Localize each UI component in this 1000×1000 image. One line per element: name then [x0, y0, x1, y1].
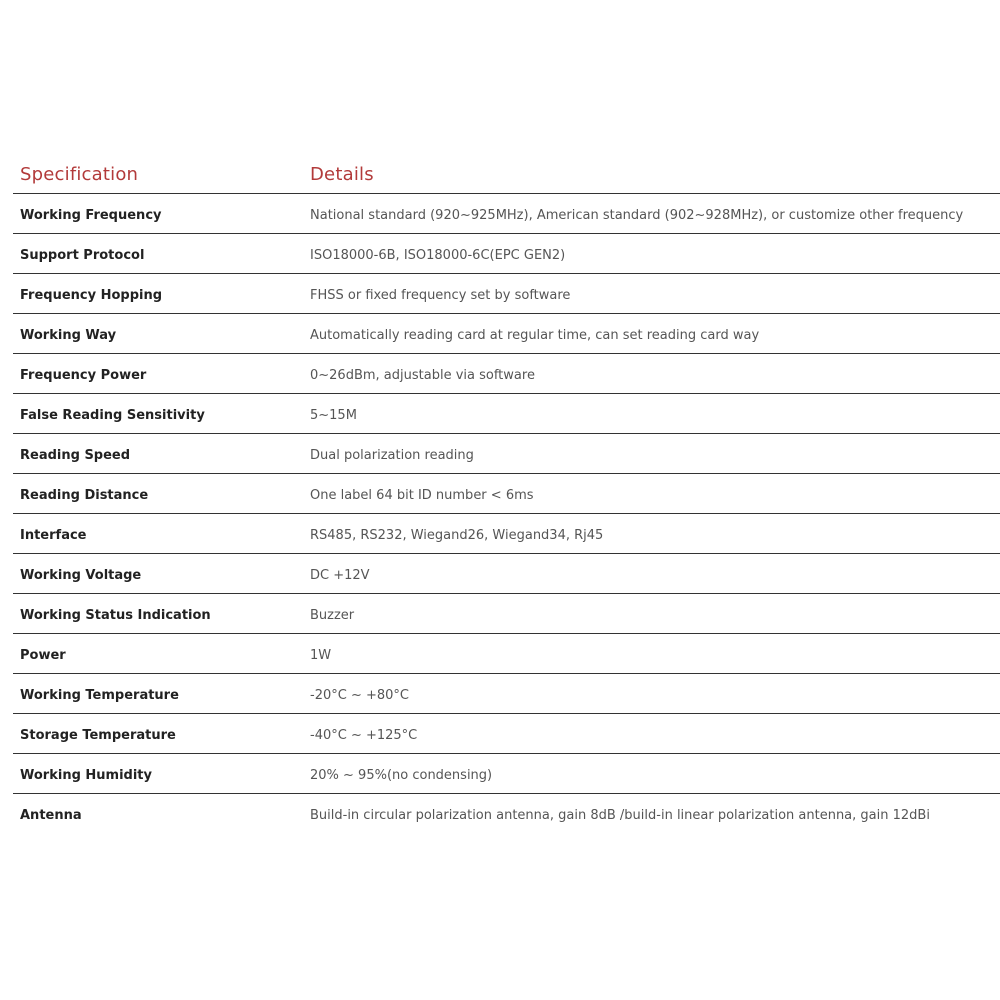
spec-value: 20% ~ 95%(no condensing) — [310, 768, 493, 783]
spec-label: False Reading Sensitivity — [20, 408, 205, 423]
spec-value: DC +12V — [310, 568, 370, 583]
header-spec-label: Specification — [20, 163, 139, 185]
header-details-label: Details — [310, 163, 374, 185]
spec-value: Automatically reading card at regular time, can set reading card way — [310, 328, 760, 343]
spec-value: Build-in circular polarization antenna, gain 8dB /build-in linear polarization antenna, gain 12dBi — [310, 808, 930, 823]
table-row — [13, 754, 1000, 794]
table-row — [13, 234, 1000, 274]
spec-value: RS485, RS232, Wiegand26, Wiegand34, Rj45 — [310, 528, 604, 543]
spec-value: Buzzer — [310, 608, 355, 623]
table-row — [13, 594, 1000, 634]
spec-label: Working Way — [20, 328, 117, 343]
table-row — [13, 394, 1000, 434]
table-row — [13, 634, 1000, 674]
table-row — [13, 674, 1000, 714]
spec-value: ISO18000-6B, ISO18000-6C(EPC GEN2) — [310, 248, 566, 263]
spec-value: -40°C ~ +125°C — [310, 728, 418, 743]
spec-value: FHSS or fixed frequency set by software — [310, 288, 571, 303]
spec-value: 1W — [310, 648, 332, 663]
table-header — [13, 155, 1000, 194]
table-row — [13, 514, 1000, 554]
table-row — [13, 434, 1000, 474]
spec-value: 0~26dBm, adjustable via software — [310, 368, 535, 383]
spec-label: Antenna — [20, 808, 82, 823]
table-row — [13, 354, 1000, 394]
spec-label: Storage Temperature — [20, 728, 176, 743]
spec-label: Working Humidity — [20, 768, 152, 783]
spec-label: Working Voltage — [20, 568, 142, 583]
spec-label: Interface — [20, 528, 87, 543]
spec-value: One label 64 bit ID number < 6ms — [310, 488, 534, 503]
table-row — [13, 314, 1000, 354]
table-row — [13, 474, 1000, 514]
spec-value: -20°C ~ +80°C — [310, 688, 409, 703]
spec-label: Working Temperature — [20, 688, 179, 703]
spec-label: Reading Distance — [20, 488, 149, 503]
spec-value: National standard (920~925MHz), American standard (902~928MHz), or customize other frequency — [310, 208, 964, 223]
table-row — [13, 794, 1000, 833]
spec-label: Frequency Hopping — [20, 288, 163, 303]
header-cell-details — [310, 164, 1000, 185]
spec-label: Reading Speed — [20, 448, 131, 463]
spec-label: Working Status Indication — [20, 608, 211, 623]
header-cell-spec — [13, 164, 310, 185]
spec-label: Working Frequency — [20, 208, 162, 223]
table-row — [13, 554, 1000, 594]
table-row — [13, 714, 1000, 754]
spec-value: 5~15M — [310, 408, 357, 423]
spec-label: Support Protocol — [20, 248, 145, 263]
spec-value: Dual polarization reading — [310, 448, 474, 463]
spec-label: Frequency Power — [20, 368, 147, 383]
spec-table — [13, 155, 1000, 833]
table-row — [13, 274, 1000, 314]
spec-label: Power — [20, 648, 66, 663]
table-row — [13, 194, 1000, 234]
